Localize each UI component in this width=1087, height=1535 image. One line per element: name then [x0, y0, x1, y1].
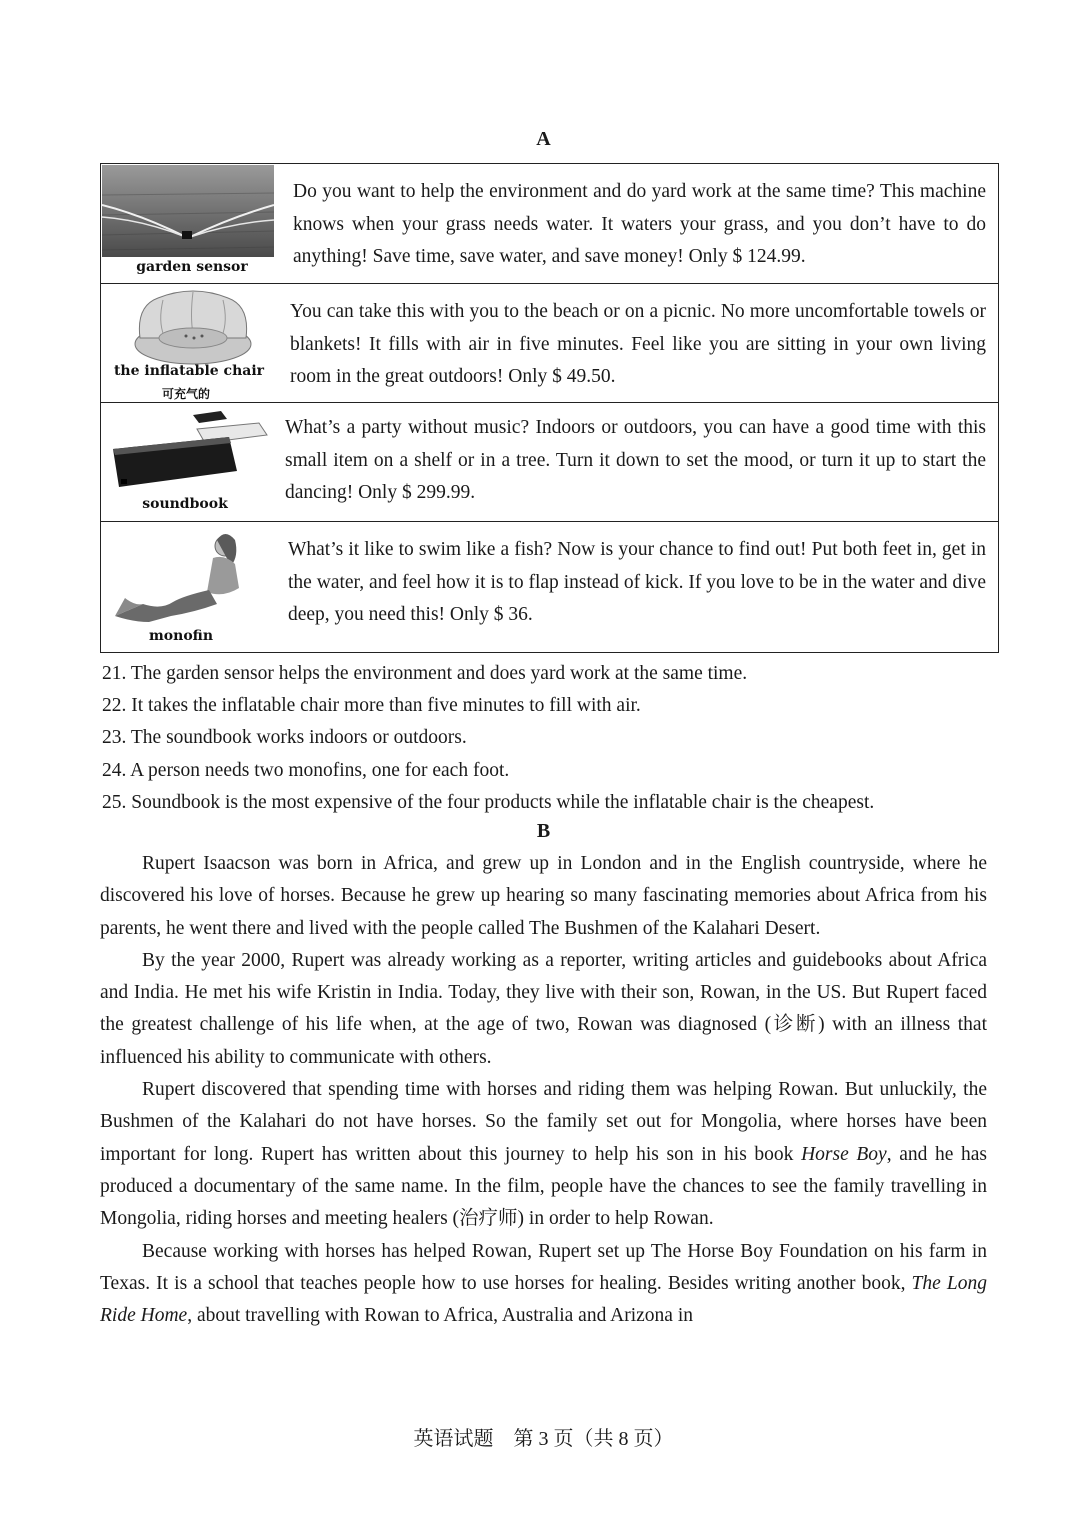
- book-title-long-ride-home: The Long Ride Home: [100, 1272, 987, 1327]
- question-24: 24. A person needs two monofins, one for each foot.: [102, 759, 510, 781]
- product-description: What’s it like to swim like a fish? Now is your chance to find out! Put both feet in, get in the water, and feel how it is to flap instead of kick. If you love to be in the water and dive deep, you need this! Only $ 36.: [288, 539, 986, 625]
- product-caption: monofin: [148, 628, 214, 644]
- table-row: [101, 284, 998, 403]
- table-row: [101, 403, 998, 522]
- paragraph-3: [100, 1074, 987, 1235]
- paragraph-text: Because working with horses has helped Rowan, Rupert set up The Horse Boy Foundation on his farm in Texas. It is a school that teaches people how to use horses for healing. Besides writing another book,: [100, 1240, 987, 1294]
- table-row: [101, 522, 998, 654]
- soundbook-photo: [101, 403, 276, 521]
- section-b-title: B: [536, 820, 551, 842]
- question-23: 23. The soundbook works indoors or outdoors.: [102, 727, 467, 749]
- garden-sensor-photo: [101, 164, 276, 283]
- page-footer: 英语试题 第 3 页（共 8 页）: [413, 1428, 674, 1450]
- product-caption: garden sensor: [136, 259, 248, 275]
- paragraph-1: Rupert Isaacson was born in Africa, and grew up in London and in the English countryside, where he discovered his love of horses. Because he grew up hearing so many fascinating memories about Africa from his parents, he went there and lived with the people called The Bushmen of the Kalahari Desert.: [100, 853, 987, 939]
- product-caption: the inflatable chair: [113, 363, 265, 379]
- caption-note: 可充气的: [161, 387, 210, 401]
- product-description: Do you want to help the environment and do yard work at the same time? This machine knows when your grass needs water. It waters your grass, and you don’t have to do anything! Save time, save water, and save money! Only $ 124.99.: [293, 181, 986, 267]
- paragraph-text: Rupert discovered that spending time with horses and riding them was helping Rowan. But unluckily, the Bushmen of the Kalahari do not have horses. So the family set out for Mongolia, where horses have been important for long. Rupert has written about this journey to help his son in his book: [100, 1079, 987, 1165]
- reading-passage-b: [100, 848, 987, 1332]
- product-description: What’s a party without music? Indoors or outdoors, you can have a good time with this small item on a shelf or in a tree. Turn it down to set the mood, or turn it up to start the dancing! Only $ 299.99.: [285, 417, 986, 503]
- question-25: 25. Soundbook is the most expensive of the four products while the inflatable chair is the cheapest.: [102, 791, 875, 813]
- table-row: [101, 164, 998, 284]
- paragraph-2: By the year 2000, Rupert was already working as a reporter, writing articles and guidebooks about Africa and India. He met his wife Kristin in India. Today, they live with their son, Rowan, in the US. But Rupert faced the greatest challenge of his life when, at the age of two, Rowan was diagnosed (诊断) with an illness that influenced his ability to communicate with others.: [100, 949, 987, 1068]
- paragraph-4: [100, 1236, 987, 1333]
- section-a-title: A: [536, 128, 551, 150]
- product-table: [100, 163, 999, 653]
- true-false-questions: [102, 658, 1002, 819]
- paragraph-text: , about travelling with Rowan to Africa, Australia and Arizona in: [187, 1305, 693, 1327]
- book-title-horse-boy: Horse Boy: [801, 1143, 887, 1165]
- monofin-photo: [101, 522, 276, 654]
- product-description: You can take this with you to the beach or on a picnic. No more uncomfortable towels or blankets! It fills with air in five minutes. Feel like you are sitting in your own living room in the great outdoors! Only $ 49.50.: [290, 301, 986, 387]
- product-caption: soundbook: [142, 496, 228, 512]
- paragraph-text: , and he has produced a documentary of the same name. In the film, people have the chances to see the family travelling in Mongolia, riding horses and meeting healers (治疗师) in order to help Rowan.: [100, 1143, 988, 1230]
- question-22: 22. It takes the inflatable chair more than five minutes to fill with air.: [102, 695, 641, 717]
- inflatable-chair-photo: [101, 284, 276, 402]
- question-21: 21. The garden sensor helps the environment and does yard work at the same time.: [102, 663, 748, 684]
